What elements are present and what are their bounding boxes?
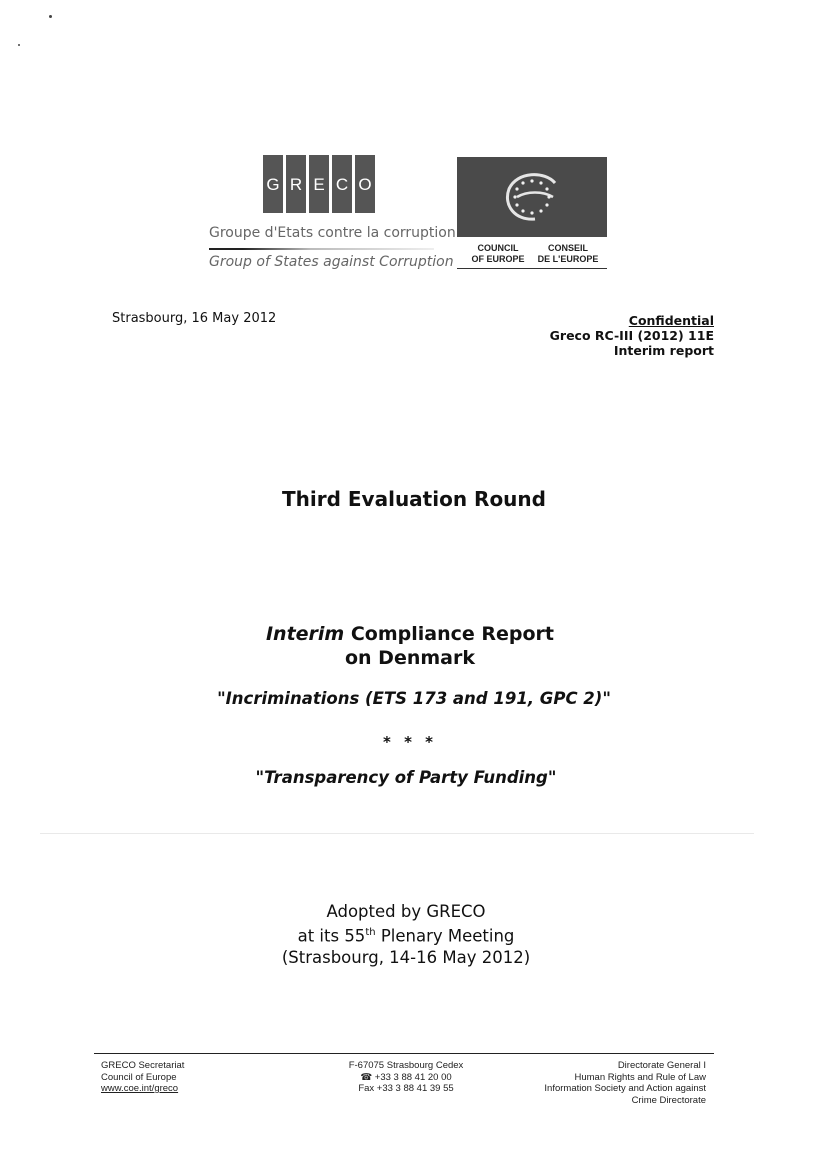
greco-logo-tiles	[263, 155, 375, 213]
footer-website-link[interactable]: www.coe.int/greco	[101, 1083, 179, 1094]
footer-secretariat: GRECO Secretariat Council of Europe www.coe.int/greco	[101, 1060, 185, 1094]
adoption-line-2: at its 55th Plenary Meeting	[297, 926, 515, 946]
council-of-europe-logo	[457, 157, 607, 275]
footer-fax: Fax +33 3 88 41 39 55	[358, 1083, 454, 1094]
confidential-label: Confidential	[628, 313, 714, 328]
theme-one: "Incriminations (ETS 173 and 191, GPC 2)"	[217, 689, 611, 708]
footer-contact: F-67075 Strasbourg Cedex ☎ +33 3 88 41 20 00 Fax +33 3 88 41 39 55	[326, 1060, 486, 1095]
report-title-main: Compliance Report	[344, 623, 555, 645]
scan-line	[40, 833, 754, 834]
adoption-statement	[0, 901, 812, 968]
theme-separator: * * *	[383, 733, 437, 751]
report-type: Interim report	[613, 343, 714, 358]
report-title	[0, 622, 820, 670]
greco-name-fr: Groupe d'Etats contre la corruption	[209, 225, 456, 241]
footer-divider	[94, 1053, 714, 1054]
greco-letter: C	[335, 175, 349, 194]
coe-stars-icon	[457, 157, 607, 237]
report-title-interim: Interim	[265, 623, 345, 645]
greco-divider	[209, 248, 434, 250]
report-title-country: on Denmark	[344, 647, 475, 669]
coe-underline	[457, 268, 607, 269]
greco-letter: R	[289, 175, 303, 194]
footer-phone: ☎ +33 3 88 41 20 00	[360, 1071, 452, 1083]
greco-letter: O	[358, 175, 372, 194]
scan-speck	[49, 15, 52, 18]
coe-name-en: COUNCIL OF EUROPE	[471, 243, 525, 264]
scan-speck	[18, 44, 20, 46]
greco-letter: G	[266, 175, 280, 194]
place-and-date: Strasbourg, 16 May 2012	[112, 311, 277, 326]
footer-directorate: Directorate General I Human Rights and Rule of Law Information Society and Action against Crime Directorate	[544, 1060, 706, 1106]
coe-name-fr: CONSEIL DE L'EUROPE	[537, 243, 599, 264]
theme-two: "Transparency of Party Funding"	[255, 768, 557, 787]
adoption-line-1: Adopted by GRECO	[326, 902, 486, 921]
evaluation-round-title: Third Evaluation Round	[282, 487, 546, 511]
greco-letter: E	[313, 175, 325, 194]
document-reference-block	[550, 313, 714, 358]
greco-name-en: Group of States against Corruption	[209, 254, 454, 270]
coe-emblem	[457, 157, 607, 237]
document-reference: Greco RC-III (2012) 11E	[549, 328, 714, 343]
adoption-line-3: (Strasbourg, 14-16 May 2012)	[281, 947, 531, 967]
